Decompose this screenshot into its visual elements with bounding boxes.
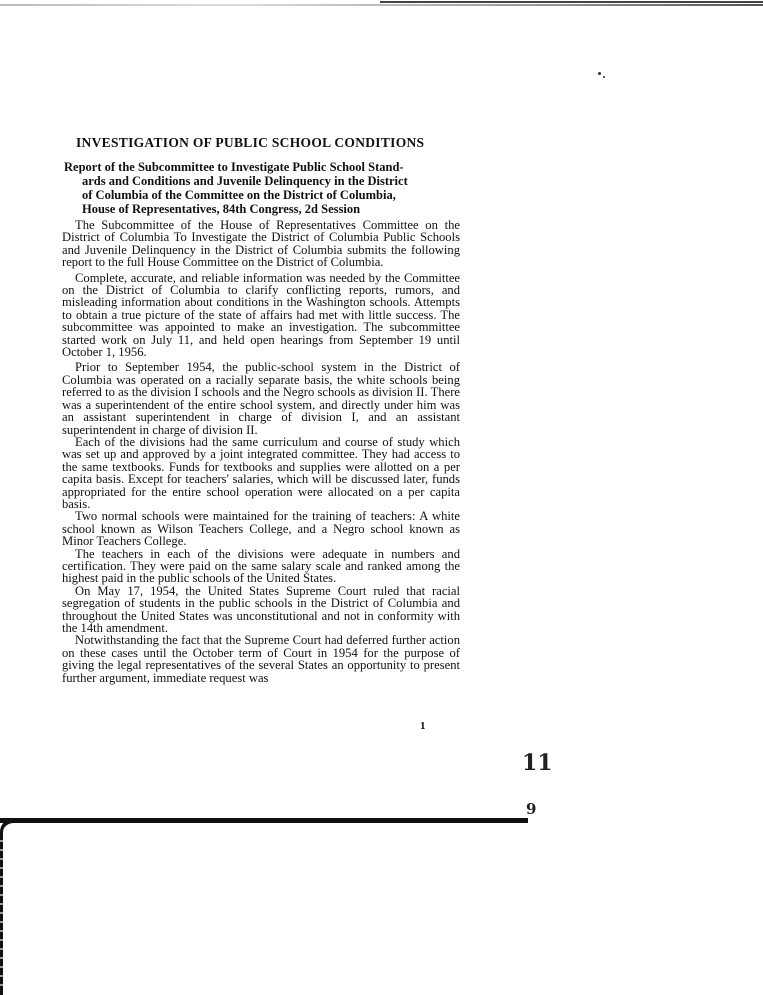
scan-speck: [598, 72, 601, 75]
paragraph: The Subcommittee of the House of Representatives Committee on the District of Columbia To Investigate the District of Columbia Public Schools and Juvenile Delinquency in the District of Columbia submits the following report to the full House Committee on the District of Columbia.: [62, 218, 460, 270]
subtitle-line: House of Representatives, 84th Congress, 2d Session: [82, 202, 361, 216]
scan-edge-marks: [0, 840, 3, 990]
scan-speck: [603, 76, 605, 78]
subtitle-line: Report of the Subcommittee to Investigate Public School Stand-: [64, 160, 404, 174]
document-title: INVESTIGATION OF PUBLIC SCHOOL CONDITIONS: [76, 135, 425, 150]
margin-mark: 11: [522, 750, 553, 776]
page-number: 1: [420, 720, 426, 732]
margin-mark: 9: [526, 800, 537, 818]
scan-binding-edge: [0, 818, 528, 837]
subtitle-line: ards and Conditions and Juvenile Delinquency in the District: [82, 174, 408, 188]
subtitle-line: of Columbia of the Committee on the District of Columbia,: [82, 188, 396, 202]
paragraph: The teachers in each of the divisions were adequate in numbers and certification. They were paid on the same salary scale and ranked among the highest paid in the public schools of the United States.: [62, 546, 460, 586]
paragraph: Notwithstanding the fact that the Supreme Court had deferred further action on these cases until the October term of Court in 1954 for the purpose of giving the legal representatives of the several States an opportunity to present further argument, immediate request was: [62, 633, 460, 685]
paragraph: On May 17, 1954, the United States Supreme Court ruled that racial segregation of students in the public schools in the District of Columbia and throughout the United States was unconstitutional and not in conformity with the 14th amendment.: [62, 583, 460, 635]
paragraph: Each of the divisions had the same curriculum and course of study which was set up and approved by a joint integrated committee. They had access to the same textbooks. Funds for textbooks and supplies were allotted on a per capita basis. Except for teachers' salaries, which will be discussed later, funds appropriated for the entire school operation were allocated on a per capita basis.: [62, 434, 460, 511]
scan-edge-top-dark: [380, 1, 763, 3]
paragraph: Two normal schools were maintained for the training of teachers: A white school known as Wilson Teachers College, and a Negro school known as Minor Teachers College.: [62, 509, 460, 549]
report-subtitle: [64, 160, 459, 216]
paragraph: Prior to September 1954, the public-school system in the District of Columbia was operated on a racially separate basis, the white schools being referred to as the division I schools and the Negro schools as division II. There was a superintendent of the entire school system, and directly under him was an assistant superintendent in charge of division I, and an assistant superintendent in charge of division II.: [62, 360, 460, 437]
paragraph: Complete, accurate, and reliable information was needed by the Committee on the District of Columbia to clarify conflicting reports, rumors, and misleading information about conditions in the Washington schools. Attempts to obtain a true picture of the state of affairs had met with little success. The subcommittee was appointed to make an investigation. The subcommittee started work on July 11, and held open hearings from September 19 until October 1, 1956.: [62, 270, 460, 360]
scan-edge-top: [0, 4, 763, 6]
report-body: [62, 219, 460, 684]
